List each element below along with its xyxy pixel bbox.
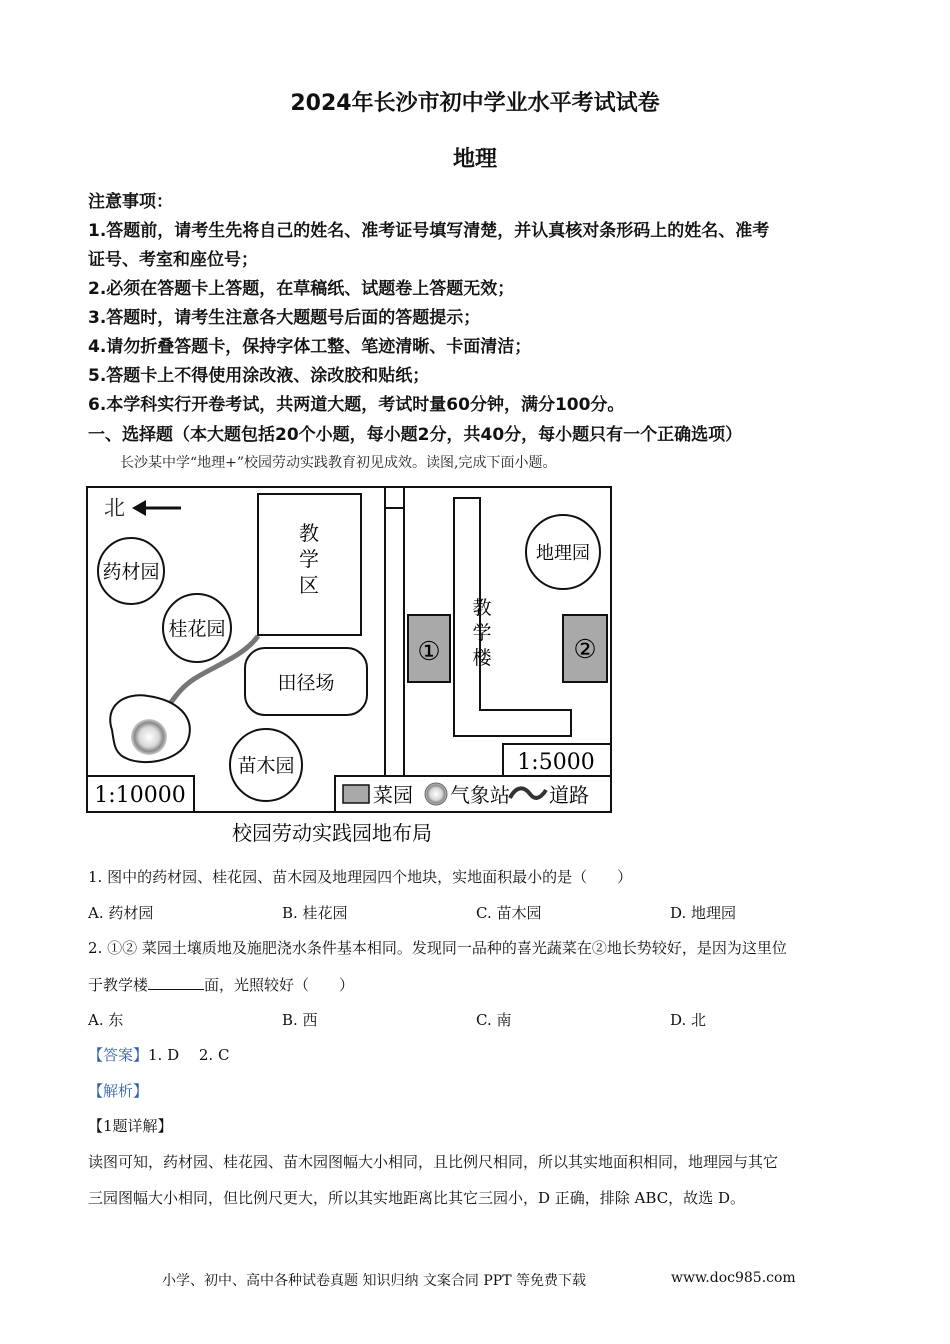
question-1-stem: 1. 图中的药材园、桂花园、苗木园及地理园四个地块，实地面积最小的是（ ） [88,868,633,886]
scale-left: 1:10000 [94,783,186,808]
note-item: 证号、考室和座位号； [88,250,258,270]
weather-legend-icon [425,783,447,805]
question-2-stem-line1: 2. ①② 菜园土壤质地及施肥浇水条件基本相同。发现同一品种的喜光蔬菜在②地长势较好，是因为这里位 [88,939,787,957]
note-item: 5.答题卡上不得使用涂改液、涂改胶和贴纸； [88,366,430,386]
campus-map-figure [84,484,614,854]
north-label: 北 [104,496,125,520]
guihua-label: 桂花园 [168,618,226,640]
building-char: 教 [472,597,492,619]
footer-url[interactable]: www.doc985.com [671,1270,796,1286]
building-char: 学 [472,622,492,644]
footer-text: 小学、初中、高中各种试卷真题 知识归纳 文案合同 PPT 等免费下载 [162,1273,586,1289]
note-item: 6.本学科实行开卷考试，共两道大题，考试时量60分钟，满分100分。 [88,395,625,415]
plot1-label: ① [417,637,441,667]
note-item: 4.请勿折叠答题卡，保持字体工整、笔迹清晰、卡面清洁； [88,337,532,357]
q2-suffix: 面，光照较好（ ） [204,976,355,994]
q2-option-b: B. 西 [282,1011,318,1029]
plot2-label: ② [573,635,597,665]
weather-station-icon [131,719,167,755]
vegetable-legend-swatch [343,785,369,803]
note-item: 1.答题前，请考生先将自己的姓名、准考证号填写清楚，并认真核对条形码上的姓名、准考 [88,221,770,241]
answer-text: 1. D 2. C [148,1046,230,1064]
analysis-line: 三园图幅大小相同，但比例尺更大，所以其实地距离比其它三园小，D 正确，排除 ABC，故选 D。 [88,1189,745,1207]
dili-label: 地理园 [536,543,590,564]
notes-heading: 注意事项： [88,192,173,212]
answer-blank [148,975,204,990]
detail-label: 【1题详解】 [88,1117,173,1135]
scale-right: 1:5000 [517,750,595,775]
q1-option-d: D. 地理园 [670,904,737,922]
legend-road: 道路 [549,783,589,807]
note-item: 3.答题时，请考生注意各大题题号后面的答题提示； [88,308,481,328]
answer-label: 【答案】 [88,1046,149,1064]
note-item: 2.必须在答题卡上答题，在草稿纸、试题卷上答题无效； [88,279,515,299]
miaomu-label: 苗木园 [237,755,295,777]
subject-title: 地理 [452,147,497,172]
legend-weather: 气象站 [450,783,510,807]
section-intro: 长沙某中学“地理+”校园劳动实践教育初见成效。读图,完成下面小题。 [120,455,557,471]
q2-option-d: D. 北 [670,1011,707,1029]
section-heading: 一、选择题（本大题包括20个小题，每小题2分，共40分，每小题只有一个正确选项） [88,425,743,445]
analysis-label: 【解析】 [88,1082,149,1100]
q2-option-c: C. 南 [476,1011,512,1029]
teaching-area-char: 教 [299,521,319,545]
q2-prefix: 于教学楼 [88,976,149,994]
building-char: 楼 [472,647,492,669]
teaching-area-char: 区 [299,573,319,597]
q2-option-a: A. 东 [88,1011,124,1029]
exam-title: 2024年长沙市初中学业水平考试试卷 [290,91,660,116]
yaocai-label: 药材园 [102,561,160,583]
tianjing-label: 田径场 [277,672,335,694]
q1-option-a: A. 药材园 [88,904,154,922]
analysis-line: 读图可知，药材园、桂花园、苗木园图幅大小相同，且比例尺相同，所以其实地面积相同，地理园与其它 [88,1153,779,1171]
map-caption: 校园劳动实践园地布局 [232,821,432,845]
q1-option-c: C. 苗木园 [476,904,542,922]
q1-option-b: B. 桂花园 [282,904,348,922]
teaching-area-char: 学 [299,547,319,571]
question-2-stem-line2 [88,974,354,995]
answer-line [88,1044,229,1065]
legend-vegetable: 菜园 [373,783,413,807]
